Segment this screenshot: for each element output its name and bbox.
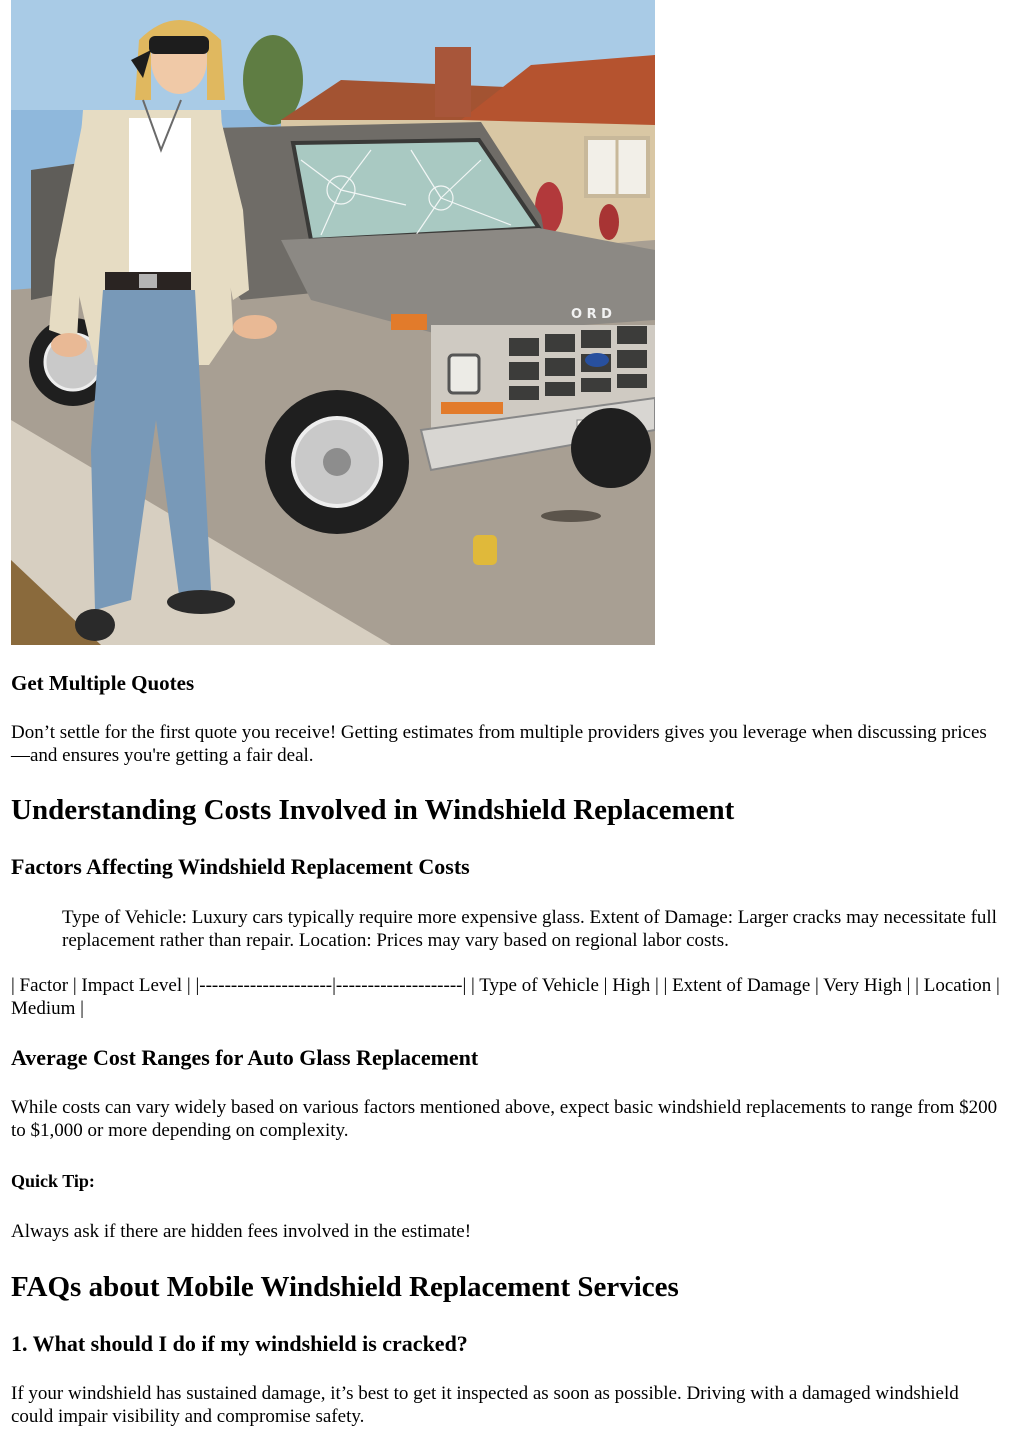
average-cost-text: While costs can vary widely based on various factors mentioned above, expect basic windshield replacements to range from $200 to $1,000 or more depending on complexity. <box>11 1097 998 1141</box>
average-cost-heading: Average Cost Ranges for Auto Glass Replacement <box>11 1045 479 1070</box>
article <box>11 0 1001 1427</box>
faqs-heading: FAQs about Mobile Windshield Replacement Services <box>11 1271 679 1303</box>
hero-image <box>11 0 655 645</box>
quick-tip-text: Always ask if there are hidden fees involved in the estimate! <box>11 1221 472 1242</box>
quotes-heading: Get Multiple Quotes <box>11 671 195 695</box>
costs-heading: Understanding Costs Involved in Windshield Replacement <box>11 794 735 826</box>
factors-list: Type of Vehicle: Luxury cars typically require more expensive glass. Extent of Damage: Larger cracks may necessitate full replacement rather than repair. Location: Prices may vary based on regional labor costs. <box>62 907 997 951</box>
faq-answer-1: If your windshield has sustained damage, it’s best to get it inspected as soon as possible. Driving with a damaged windshield could impair visibility and compromise safety. <box>11 1383 959 1427</box>
factors-heading: Factors Affecting Windshield Replacement Costs <box>11 854 470 879</box>
factors-table-raw: | Factor | Impact Level | |---------------------|--------------------| | Type of Vehicle | High | | Extent of Damage | Very High | | Location | Medium | <box>11 975 1000 1019</box>
truck-grille-text: O R D <box>571 307 612 322</box>
quick-tip-heading: Quick Tip: <box>11 1171 95 1191</box>
quotes-text: Don’t settle for the first quote you receive! Getting estimates from multiple providers gives you leverage when discussing prices—and ensures you're getting a fair deal. <box>11 722 987 766</box>
faq-question-1: 1. What should I do if my windshield is cracked? <box>11 1331 468 1356</box>
